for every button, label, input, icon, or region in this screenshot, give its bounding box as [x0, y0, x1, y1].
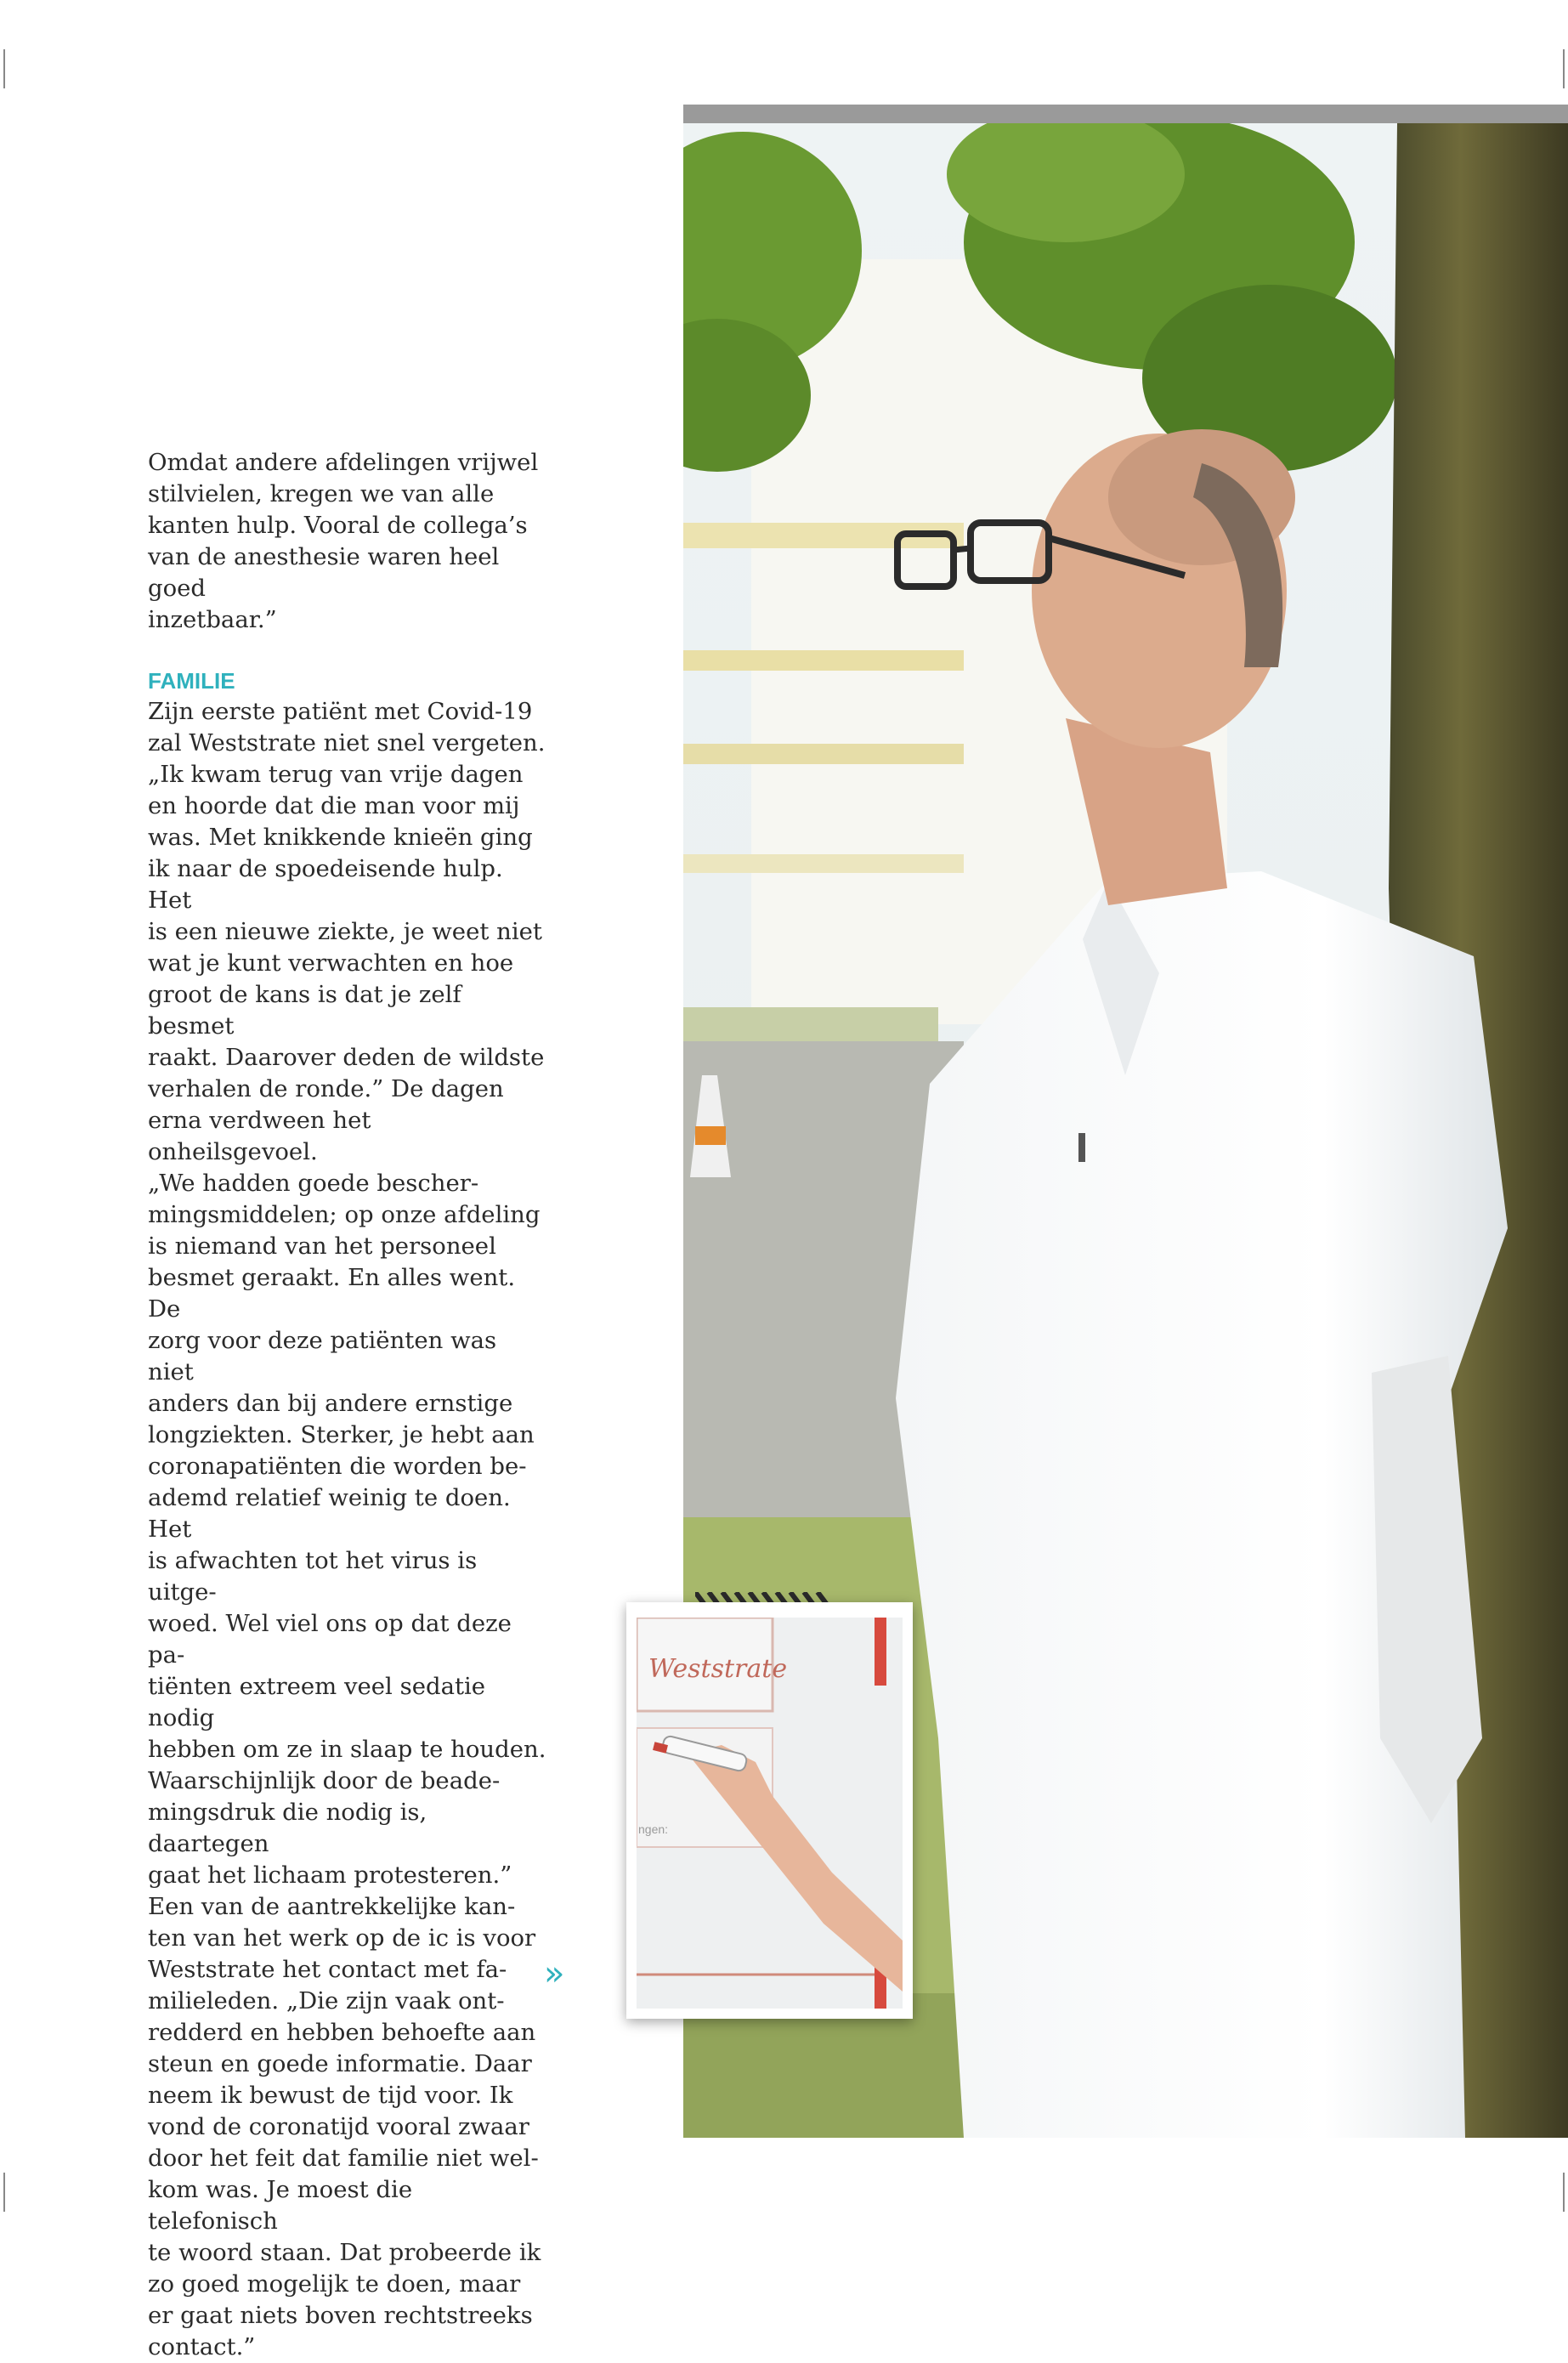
section-heading-familie: FAMILIE	[148, 668, 235, 694]
crop-mark-top-right	[1563, 49, 1565, 88]
continue-arrow-icon: »	[544, 1954, 565, 1993]
whiteboard-label-text: ngen:	[638, 1822, 669, 1836]
article-paragraph-main: Zijn eerste patiënt met Covid-19 zal Weststrate niet snel vergeten. „Ik kwam terug van vrije dagen en hoorde dat die man voor mij was. Met knikkende knieën ging ik naar de spoedeisende hulp. Het is een nieuwe ziekte, je weet niet wat je kunt verwachten en hoe groot de kans is dat je zelf besmet raakt. Daarover deden de wildste verhalen de ronde.” De dagen erna verdween het onheilsgevoel. „We hadden goede bescher- mingsmiddelen; op onze afdeling is niemand van het personeel besmet geraakt. En alles went. De zorg voor deze patiënten was niet anders dan bij andere ernstige longziekten. Sterker, je hebt aan coronapatiënten die worden be- ademd relatief weinig te doen. Het is afwachten tot het virus is uitge- woed. Wel viel ons op dat deze pa- tiënten extreem veel sedatie nodig hebben om ze in slaap te houden. Waarschijnlijk door de beade- mingsdruk die nodig is, daartegen gaat het lichaam protesteren.” Een van de aantrekkelijke kan- ten van het werk op de ic is voor Weststrate het contact met fa- milieleden. „Die zijn vaak ont- redderd en hebben behoefte aan steun en goede informatie. Daar neem ik bewust de tijd voor. Ik vond de coronatijd vooral zwaar door het feit dat familie niet wel- kom was. Je moest die telefonisch te woord staan. Dat probeerde ik zo goed mogelijk te doen, maar er gaat niets boven rechtstreeks contact.”	[148, 698, 546, 2360]
whiteboard-name-text: Weststrate	[648, 1654, 788, 1684]
photo-top-bar	[683, 105, 1568, 123]
crop-mark-bottom-right	[1563, 2173, 1565, 2212]
article-text-column	[148, 447, 547, 2363]
crop-mark-top-left	[3, 49, 5, 88]
crop-mark-bottom-left	[3, 2173, 5, 2212]
whiteboard-inset-photo	[626, 1602, 913, 2019]
article-paragraph-intro: Omdat andere afdelingen vrijwel stilvielen, kregen we van alle kanten hulp. Vooral de collega’s van de anesthesie waren heel goed inzetbaar.”	[148, 449, 539, 633]
